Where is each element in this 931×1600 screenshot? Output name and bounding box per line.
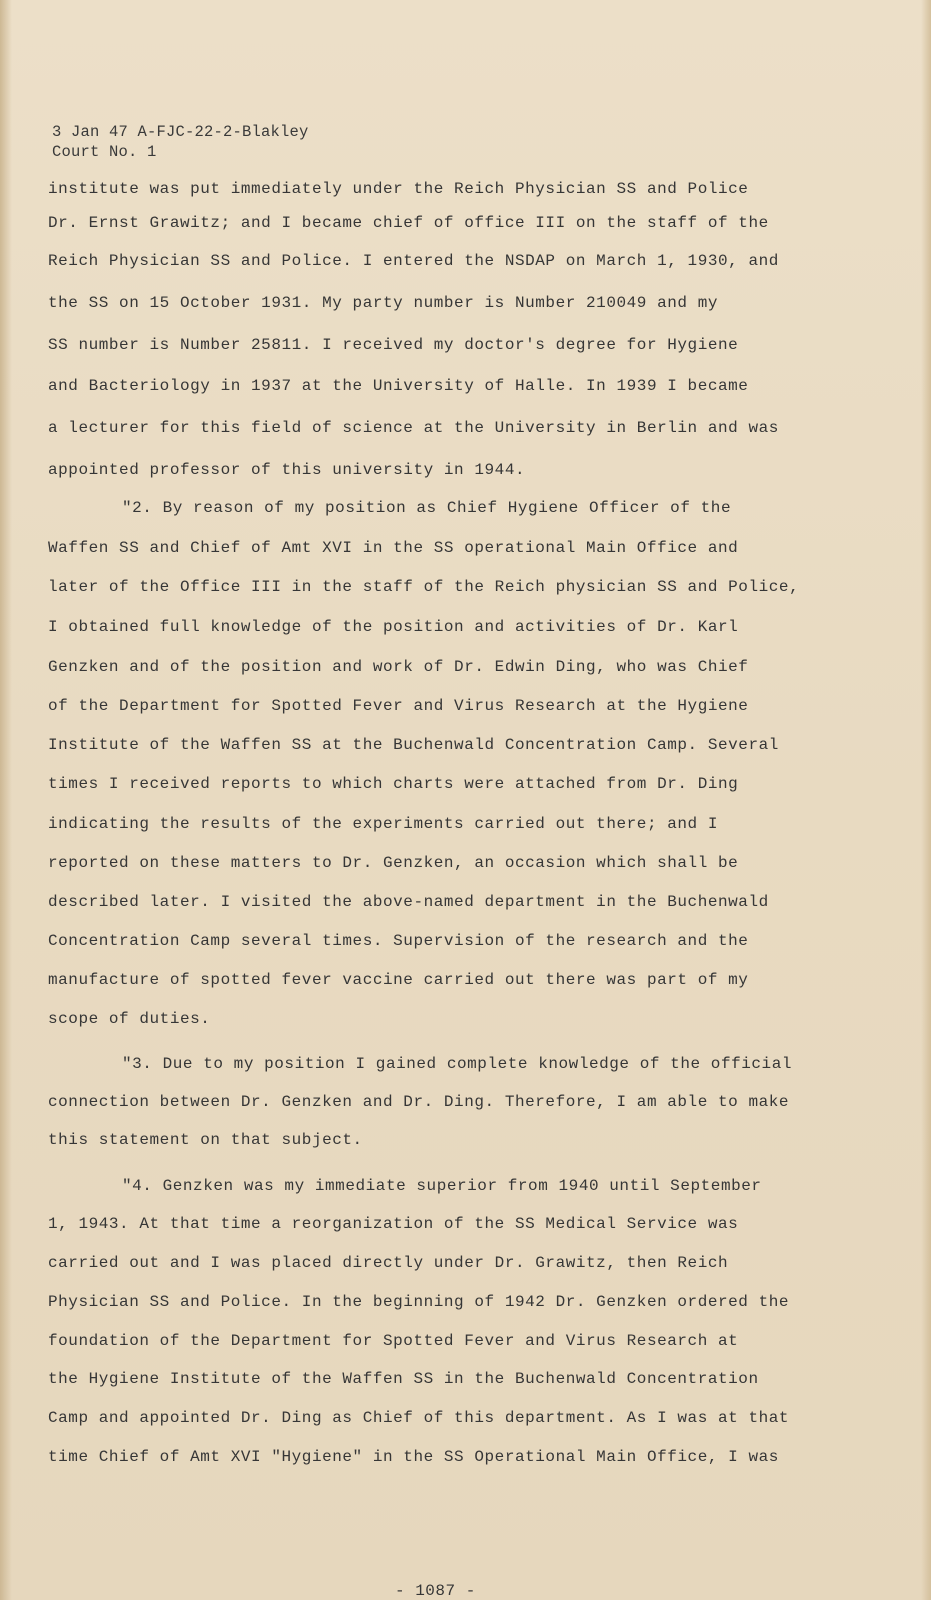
body-line: indicating the results of the experiments carried out there; and I (48, 815, 719, 833)
body-line: times I received reports to which charts were attached from Dr. Ding (48, 775, 739, 793)
body-line: Genzken and of the position and work of Dr. Edwin Ding, who was Chief (48, 658, 749, 676)
body-line: Dr. Ernst Grawitz; and I became chief of office III on the staff of the (48, 214, 769, 232)
header-reference: 3 Jan 47 A-FJC-22-2-Blakley (52, 123, 309, 141)
body-line: appointed professor of this university in 1944. (48, 461, 526, 479)
body-line: later of the Office III in the staff of the Reich physician SS and Police, (48, 578, 800, 596)
body-line: Physician SS and Police. In the beginning of 1942 Dr. Genzken ordered the (48, 1293, 790, 1311)
body-line: Waffen SS and Chief of Amt XVI in the SS operational Main Office and (48, 539, 739, 557)
body-line: I obtained full knowledge of the position and activities of Dr. Karl (48, 618, 739, 636)
paragraph-3-start: "3. Due to my position I gained complete knowledge of the official (122, 1055, 793, 1073)
body-line: Institute of the Waffen SS at the Buchenwald Concentration Camp. Several (48, 736, 779, 754)
body-line: described later. I visited the above-named department in the Buchenwald (48, 893, 769, 911)
body-line: 1, 1943. At that time a reorganization of the SS Medical Service was (48, 1215, 739, 1233)
body-line: Concentration Camp several times. Supervision of the research and the (48, 932, 749, 950)
body-line: connection between Dr. Genzken and Dr. Ding. Therefore, I am able to make (48, 1093, 790, 1111)
body-line: SS number is Number 25811. I received my doctor's degree for Hygiene (48, 336, 739, 354)
body-line: foundation of the Department for Spotted Fever and Virus Research at (48, 1332, 739, 1350)
body-line: reported on these matters to Dr. Genzken, an occasion which shall be (48, 854, 739, 872)
body-line: scope of duties. (48, 1010, 211, 1028)
body-line: carried out and I was placed directly under Dr. Grawitz, then Reich (48, 1254, 729, 1272)
body-line: a lecturer for this field of science at the University in Berlin and was (48, 419, 779, 437)
body-line: and Bacteriology in 1937 at the University of Halle. In 1939 I became (48, 377, 749, 395)
body-line: the SS on 15 October 1931. My party number is Number 210049 and my (48, 294, 719, 312)
body-line: Reich Physician SS and Police. I entered the NSDAP on March 1, 1930, and (48, 252, 779, 270)
body-line: Camp and appointed Dr. Ding as Chief of this department. As I was at that (48, 1409, 790, 1427)
header-court: Court No. 1 (52, 143, 157, 161)
body-line: institute was put immediately under the Reich Physician SS and Police (48, 180, 749, 198)
body-line: the Hygiene Institute of the Waffen SS in the Buchenwald Concentration (48, 1370, 759, 1388)
body-line: this statement on that subject. (48, 1131, 363, 1149)
page-number: - 1087 - (395, 1582, 476, 1600)
body-line: manufacture of spotted fever vaccine carried out there was part of my (48, 971, 749, 989)
body-line: of the Department for Spotted Fever and Virus Research at the Hygiene (48, 697, 749, 715)
paragraph-2-start: "2. By reason of my position as Chief Hygiene Officer of the (122, 499, 732, 517)
body-line: time Chief of Amt XVI "Hygiene" in the SS Operational Main Office, I was (48, 1448, 779, 1466)
paragraph-4-start: "4. Genzken was my immediate superior from 1940 until September (122, 1177, 762, 1195)
